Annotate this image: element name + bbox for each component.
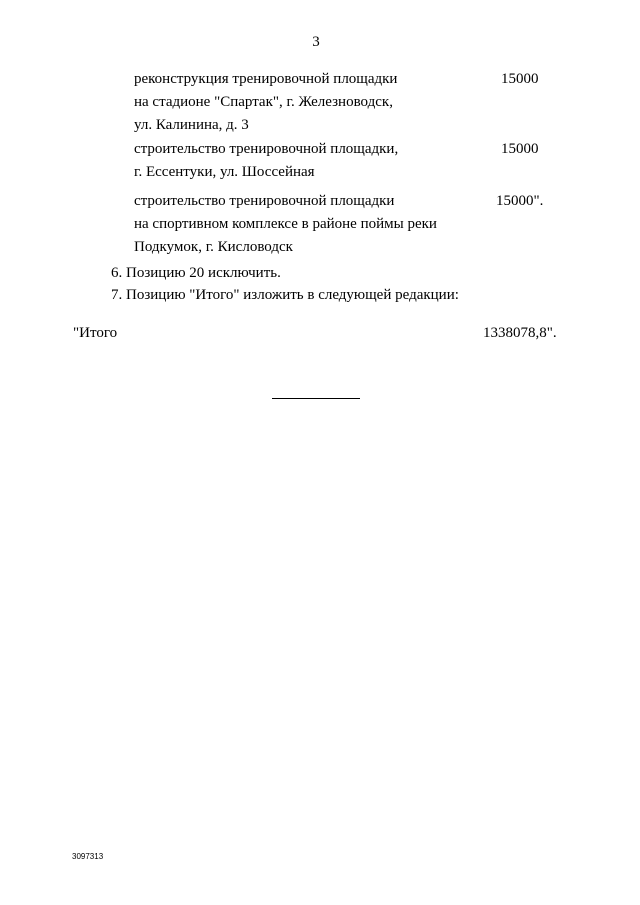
entry-description xyxy=(134,138,398,184)
total-value: 1338078,8". xyxy=(483,325,557,341)
entry-line: на стадионе "Спартак", г. Железноводск, xyxy=(134,94,393,110)
page-number: 3 xyxy=(312,34,320,50)
entry-description xyxy=(134,190,437,259)
end-separator-line xyxy=(272,398,360,399)
entry-amount: 15000 xyxy=(501,71,539,87)
entry-line: реконструкция тренировочной площадки xyxy=(134,71,398,87)
entry-line: ул. Калинина, д. 3 xyxy=(134,117,249,133)
instruction-item-6: 6. Позицию 20 исключить. xyxy=(111,265,281,281)
entry-amount: 15000 xyxy=(501,141,539,157)
document-code: 3097313 xyxy=(72,852,104,861)
entry-line: Подкумок, г. Кисловодск xyxy=(134,239,293,255)
total-label: "Итого xyxy=(73,325,118,341)
entry-line: на спортивном комплексе в районе поймы реки xyxy=(134,216,437,232)
entry-line: строительство тренировочной площадки, xyxy=(134,141,399,157)
entry-line: г. Ессентуки, ул. Шоссейная xyxy=(134,164,315,180)
instruction-item-7: 7. Позицию "Итого" изложить в следующей редакции: xyxy=(111,287,459,303)
entry-amount: 15000". xyxy=(496,193,544,209)
entry-line: строительство тренировочной площадки xyxy=(134,193,395,209)
entry-description xyxy=(134,68,397,137)
